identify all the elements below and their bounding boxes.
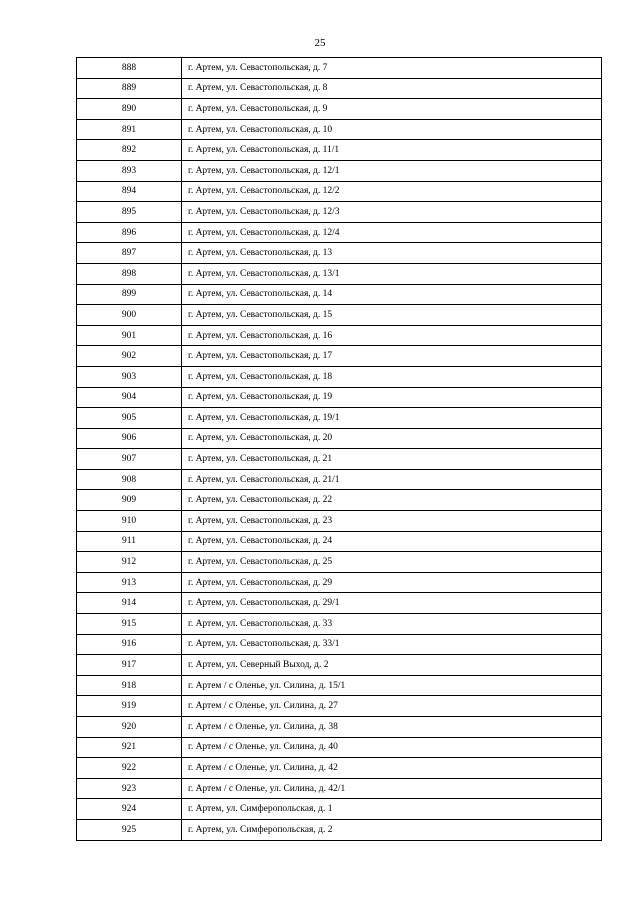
- row-number-cell: 904: [77, 387, 182, 408]
- table-row: [77, 263, 602, 284]
- table-row: [77, 572, 602, 593]
- row-number-cell: 891: [77, 119, 182, 140]
- table-row: [77, 387, 602, 408]
- table-row: [77, 552, 602, 573]
- address-cell: г. Артем, ул. Симферопольская, д. 2: [182, 819, 602, 840]
- address-cell: г. Артем, ул. Севастопольская, д. 29: [182, 572, 602, 593]
- address-table-body: [77, 58, 602, 841]
- table-row: [77, 717, 602, 738]
- address-cell: г. Артем, ул. Севастопольская, д. 23: [182, 511, 602, 532]
- address-cell: г. Артем, ул. Севастопольская, д. 19/1: [182, 408, 602, 429]
- address-cell: г. Артем / с Оленье, ул. Силина, д. 15/1: [182, 675, 602, 696]
- table-row: [77, 778, 602, 799]
- table-row: [77, 366, 602, 387]
- address-cell: г. Артем, ул. Севастопольская, д. 33/1: [182, 634, 602, 655]
- row-number-cell: 888: [77, 58, 182, 79]
- address-cell: г. Артем, ул. Севастопольская, д. 17: [182, 346, 602, 367]
- address-cell: г. Артем, ул. Севастопольская, д. 16: [182, 325, 602, 346]
- address-cell: г. Артем, ул. Севастопольская, д. 25: [182, 552, 602, 573]
- address-cell: г. Артем / с Оленье, ул. Силина, д. 27: [182, 696, 602, 717]
- address-cell: г. Артем, ул. Севастопольская, д. 18: [182, 366, 602, 387]
- table-row: [77, 614, 602, 635]
- address-cell: г. Артем, ул. Севастопольская, д. 20: [182, 428, 602, 449]
- address-cell: г. Артем, ул. Севастопольская, д. 33: [182, 614, 602, 635]
- row-number-cell: 892: [77, 140, 182, 161]
- row-number-cell: 925: [77, 819, 182, 840]
- address-cell: г. Артем, ул. Севастопольская, д. 10: [182, 119, 602, 140]
- address-cell: г. Артем, ул. Севастопольская, д. 12/4: [182, 222, 602, 243]
- address-cell: г. Артем, ул. Северный Выход, д. 2: [182, 655, 602, 676]
- page-number: 25: [314, 37, 326, 49]
- table-row: [77, 325, 602, 346]
- address-cell: г. Артем, ул. Севастопольская, д. 12/1: [182, 160, 602, 181]
- row-number-cell: 901: [77, 325, 182, 346]
- table-row: [77, 675, 602, 696]
- address-table: [76, 57, 602, 841]
- table-row: [77, 243, 602, 264]
- table-row: [77, 469, 602, 490]
- row-number-cell: 910: [77, 511, 182, 532]
- row-number-cell: 920: [77, 717, 182, 738]
- row-number-cell: 909: [77, 490, 182, 511]
- row-number-cell: 905: [77, 408, 182, 429]
- table-row: [77, 490, 602, 511]
- row-number-cell: 915: [77, 614, 182, 635]
- table-row: [77, 449, 602, 470]
- row-number-cell: 922: [77, 758, 182, 779]
- address-cell: г. Артем, ул. Севастопольская, д. 19: [182, 387, 602, 408]
- row-number-cell: 913: [77, 572, 182, 593]
- row-number-cell: 924: [77, 799, 182, 820]
- row-number-cell: 921: [77, 737, 182, 758]
- row-number-cell: 906: [77, 428, 182, 449]
- table-row: [77, 140, 602, 161]
- table-row: [77, 593, 602, 614]
- table-row: [77, 531, 602, 552]
- address-cell: г. Артем, ул. Севастопольская, д. 13: [182, 243, 602, 264]
- table-row: [77, 346, 602, 367]
- table-row: [77, 284, 602, 305]
- address-cell: г. Артем / с Оленье, ул. Силина, д. 40: [182, 737, 602, 758]
- table-row: [77, 160, 602, 181]
- row-number-cell: 900: [77, 305, 182, 326]
- table-row: [77, 634, 602, 655]
- row-number-cell: 907: [77, 449, 182, 470]
- address-cell: г. Артем, ул. Севастопольская, д. 11/1: [182, 140, 602, 161]
- address-cell: г. Артем, ул. Севастопольская, д. 7: [182, 58, 602, 79]
- table-row: [77, 222, 602, 243]
- row-number-cell: 898: [77, 263, 182, 284]
- address-cell: г. Артем, ул. Севастопольская, д. 8: [182, 78, 602, 99]
- row-number-cell: 919: [77, 696, 182, 717]
- table-row: [77, 819, 602, 840]
- row-number-cell: 923: [77, 778, 182, 799]
- address-cell: г. Артем / с Оленье, ул. Силина, д. 38: [182, 717, 602, 738]
- address-cell: г. Артем, ул. Севастопольская, д. 9: [182, 99, 602, 120]
- row-number-cell: 908: [77, 469, 182, 490]
- row-number-cell: 911: [77, 531, 182, 552]
- address-cell: г. Артем, ул. Севастопольская, д. 14: [182, 284, 602, 305]
- table-row: [77, 58, 602, 79]
- table-row: [77, 119, 602, 140]
- table-row: [77, 408, 602, 429]
- row-number-cell: 896: [77, 222, 182, 243]
- table-row: [77, 799, 602, 820]
- table-row: [77, 428, 602, 449]
- address-cell: г. Артем, ул. Севастопольская, д. 21: [182, 449, 602, 470]
- address-cell: г. Артем, ул. Севастопольская, д. 21/1: [182, 469, 602, 490]
- table-row: [77, 655, 602, 676]
- address-cell: г. Артем, ул. Севастопольская, д. 22: [182, 490, 602, 511]
- address-cell: г. Артем, ул. Севастопольская, д. 29/1: [182, 593, 602, 614]
- row-number-cell: 916: [77, 634, 182, 655]
- row-number-cell: 895: [77, 202, 182, 223]
- row-number-cell: 914: [77, 593, 182, 614]
- address-cell: г. Артем / с Оленье, ул. Силина, д. 42: [182, 758, 602, 779]
- table-row: [77, 737, 602, 758]
- table-row: [77, 511, 602, 532]
- table-row: [77, 78, 602, 99]
- table-row: [77, 696, 602, 717]
- address-cell: г. Артем, ул. Севастопольская, д. 12/2: [182, 181, 602, 202]
- table-row: [77, 202, 602, 223]
- row-number-cell: 912: [77, 552, 182, 573]
- row-number-cell: 893: [77, 160, 182, 181]
- row-number-cell: 890: [77, 99, 182, 120]
- address-cell: г. Артем, ул. Севастопольская, д. 24: [182, 531, 602, 552]
- address-cell: г. Артем / с Оленье, ул. Силина, д. 42/1: [182, 778, 602, 799]
- table-row: [77, 305, 602, 326]
- address-cell: г. Артем, ул. Симферопольская, д. 1: [182, 799, 602, 820]
- row-number-cell: 917: [77, 655, 182, 676]
- row-number-cell: 897: [77, 243, 182, 264]
- row-number-cell: 889: [77, 78, 182, 99]
- address-cell: г. Артем, ул. Севастопольская, д. 12/3: [182, 202, 602, 223]
- address-cell: г. Артем, ул. Севастопольская, д. 15: [182, 305, 602, 326]
- row-number-cell: 894: [77, 181, 182, 202]
- row-number-cell: 918: [77, 675, 182, 696]
- table-row: [77, 181, 602, 202]
- address-cell: г. Артем, ул. Севастопольская, д. 13/1: [182, 263, 602, 284]
- row-number-cell: 899: [77, 284, 182, 305]
- table-row: [77, 99, 602, 120]
- row-number-cell: 902: [77, 346, 182, 367]
- table-row: [77, 758, 602, 779]
- row-number-cell: 903: [77, 366, 182, 387]
